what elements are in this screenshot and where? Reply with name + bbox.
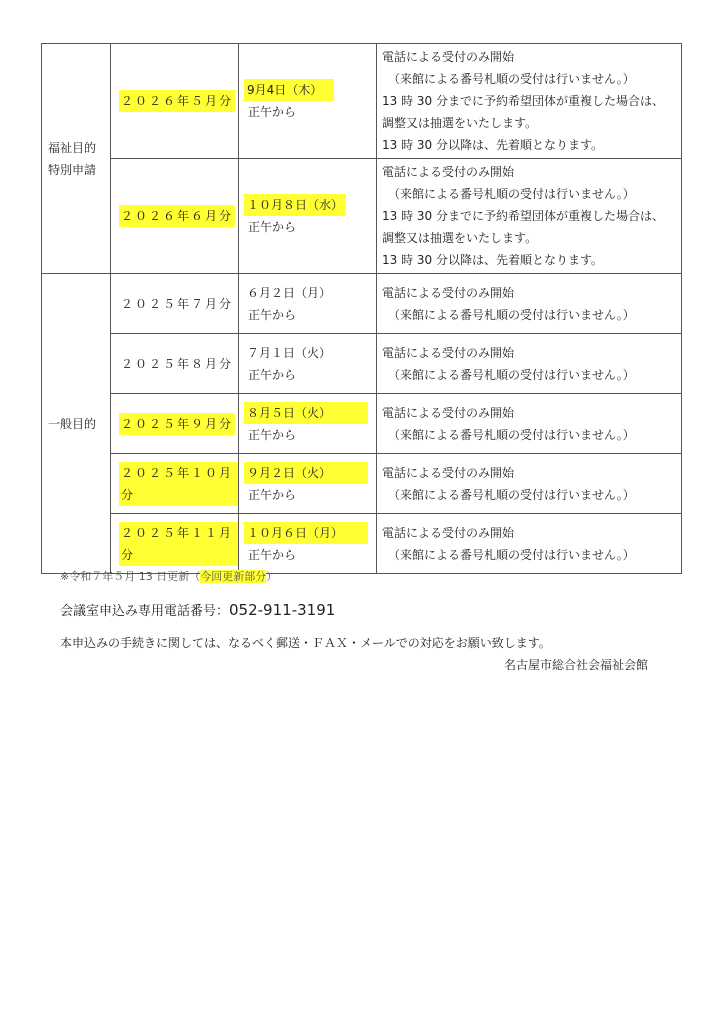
update-note-prefix: ※令和７年５月 13 日更新（ [60, 570, 201, 583]
note-line: 電話による受付のみ開始 [382, 50, 515, 64]
note-line: 電話による受付のみ開始 [382, 465, 515, 480]
table-row [42, 454, 682, 514]
start-time: 正午から [248, 105, 297, 119]
month-label: ２０２６年５月分 [119, 90, 235, 112]
note-line: （来館による番号札順の受付は行いません。） [388, 187, 635, 201]
note-cell [377, 454, 682, 514]
month-cell [111, 159, 239, 274]
note-cell [377, 44, 682, 159]
month-label: ２０２５年８月分 [121, 356, 234, 371]
note-line: 13 時 30 分までに予約希望団体が重複した場合は、 [382, 209, 664, 223]
phone-label: 会議室申込み専用電話番号： [60, 604, 230, 619]
application-schedule-table [41, 43, 682, 574]
note-cell [377, 274, 682, 334]
category-label: 特別申請 [48, 162, 97, 177]
table-row [42, 334, 682, 394]
date-cell [239, 454, 377, 514]
note-line: 電話による受付のみ開始 [382, 165, 515, 179]
welfare-category-cell [42, 44, 111, 274]
update-note-highlight: 今回更新部分 [200, 570, 267, 583]
date-cell [239, 274, 377, 334]
note-line: 調整又は抽選をいたします。 [382, 116, 538, 130]
general-category-cell [42, 274, 111, 574]
month-cell [111, 44, 239, 159]
note-line: （来館による番号札順の受付は行いません。） [388, 307, 635, 322]
start-time: 正午から [248, 547, 297, 562]
category-label: 福祉目的 [48, 140, 97, 155]
start-date: 9月4日（木） [244, 79, 334, 101]
date-cell [239, 334, 377, 394]
note-cell [377, 334, 682, 394]
phone-number: 052-911-3191 [229, 601, 336, 619]
month-cell [111, 454, 239, 514]
phone-line [60, 600, 335, 619]
month-label: ２０２５年９月分 [119, 413, 235, 435]
note-line: （来館による番号札順の受付は行いません。） [388, 367, 635, 382]
table-row [42, 44, 682, 159]
request-text: 本申込みの手続きに関しては、なるべく郵送・ＦＡＸ・メールでの対応をお願い致します。 [60, 636, 551, 650]
start-date: １０月６日（月） [244, 522, 368, 544]
table-row [42, 274, 682, 334]
note-line: 13 時 30 分以降は、先着順となります。 [382, 253, 604, 267]
month-cell [111, 274, 239, 334]
note-line: 電話による受付のみ開始 [382, 285, 515, 300]
start-time: 正午から [248, 427, 297, 442]
note-cell [377, 159, 682, 274]
start-time: 正午から [248, 487, 297, 502]
note-line: 調整又は抽選をいたします。 [382, 231, 538, 245]
start-date: ６月２日（月） [247, 285, 332, 300]
table-row [42, 514, 682, 574]
note-line: 電話による受付のみ開始 [382, 525, 515, 540]
start-date: ７月１日（火） [247, 345, 332, 360]
month-label: ２０２５年１０月分 [119, 462, 238, 506]
note-line: 電話による受付のみ開始 [382, 405, 515, 420]
date-cell [239, 159, 377, 274]
note-line: 13 時 30 分以降は、先着順となります。 [382, 138, 604, 152]
note-line: （来館による番号札順の受付は行いません。） [388, 547, 635, 562]
note-line: 13 時 30 分までに予約希望団体が重複した場合は、 [382, 94, 664, 108]
table-row [42, 159, 682, 274]
note-line: （来館による番号札順の受付は行いません。） [388, 427, 635, 442]
update-note-suffix: ） [266, 570, 278, 583]
date-cell [239, 514, 377, 574]
month-label: ２０２６年６月分 [119, 205, 235, 227]
update-note [60, 568, 277, 584]
month-label: ２０２５年７月分 [121, 296, 234, 311]
note-line: （来館による番号札順の受付は行いません。） [388, 72, 635, 86]
start-date: １０月８日（水） [244, 194, 346, 216]
note-cell [377, 514, 682, 574]
month-cell [111, 334, 239, 394]
organization-name: 名古屋市総合社会福祉会館 [503, 658, 648, 672]
start-date: ９月２日（火） [244, 462, 368, 484]
date-cell [239, 394, 377, 454]
table-row [42, 394, 682, 454]
start-time: 正午から [248, 307, 297, 322]
category-label: 一般目的 [48, 416, 97, 431]
month-label: ２０２５年１１月分 [119, 522, 238, 566]
start-date: ８月５日（火） [244, 402, 368, 424]
note-line: 電話による受付のみ開始 [382, 345, 515, 360]
date-cell [239, 44, 377, 159]
month-cell [111, 514, 239, 574]
month-cell [111, 394, 239, 454]
note-cell [377, 394, 682, 454]
note-line: （来館による番号札順の受付は行いません。） [388, 487, 635, 502]
start-time: 正午から [248, 220, 297, 234]
start-time: 正午から [248, 367, 297, 382]
